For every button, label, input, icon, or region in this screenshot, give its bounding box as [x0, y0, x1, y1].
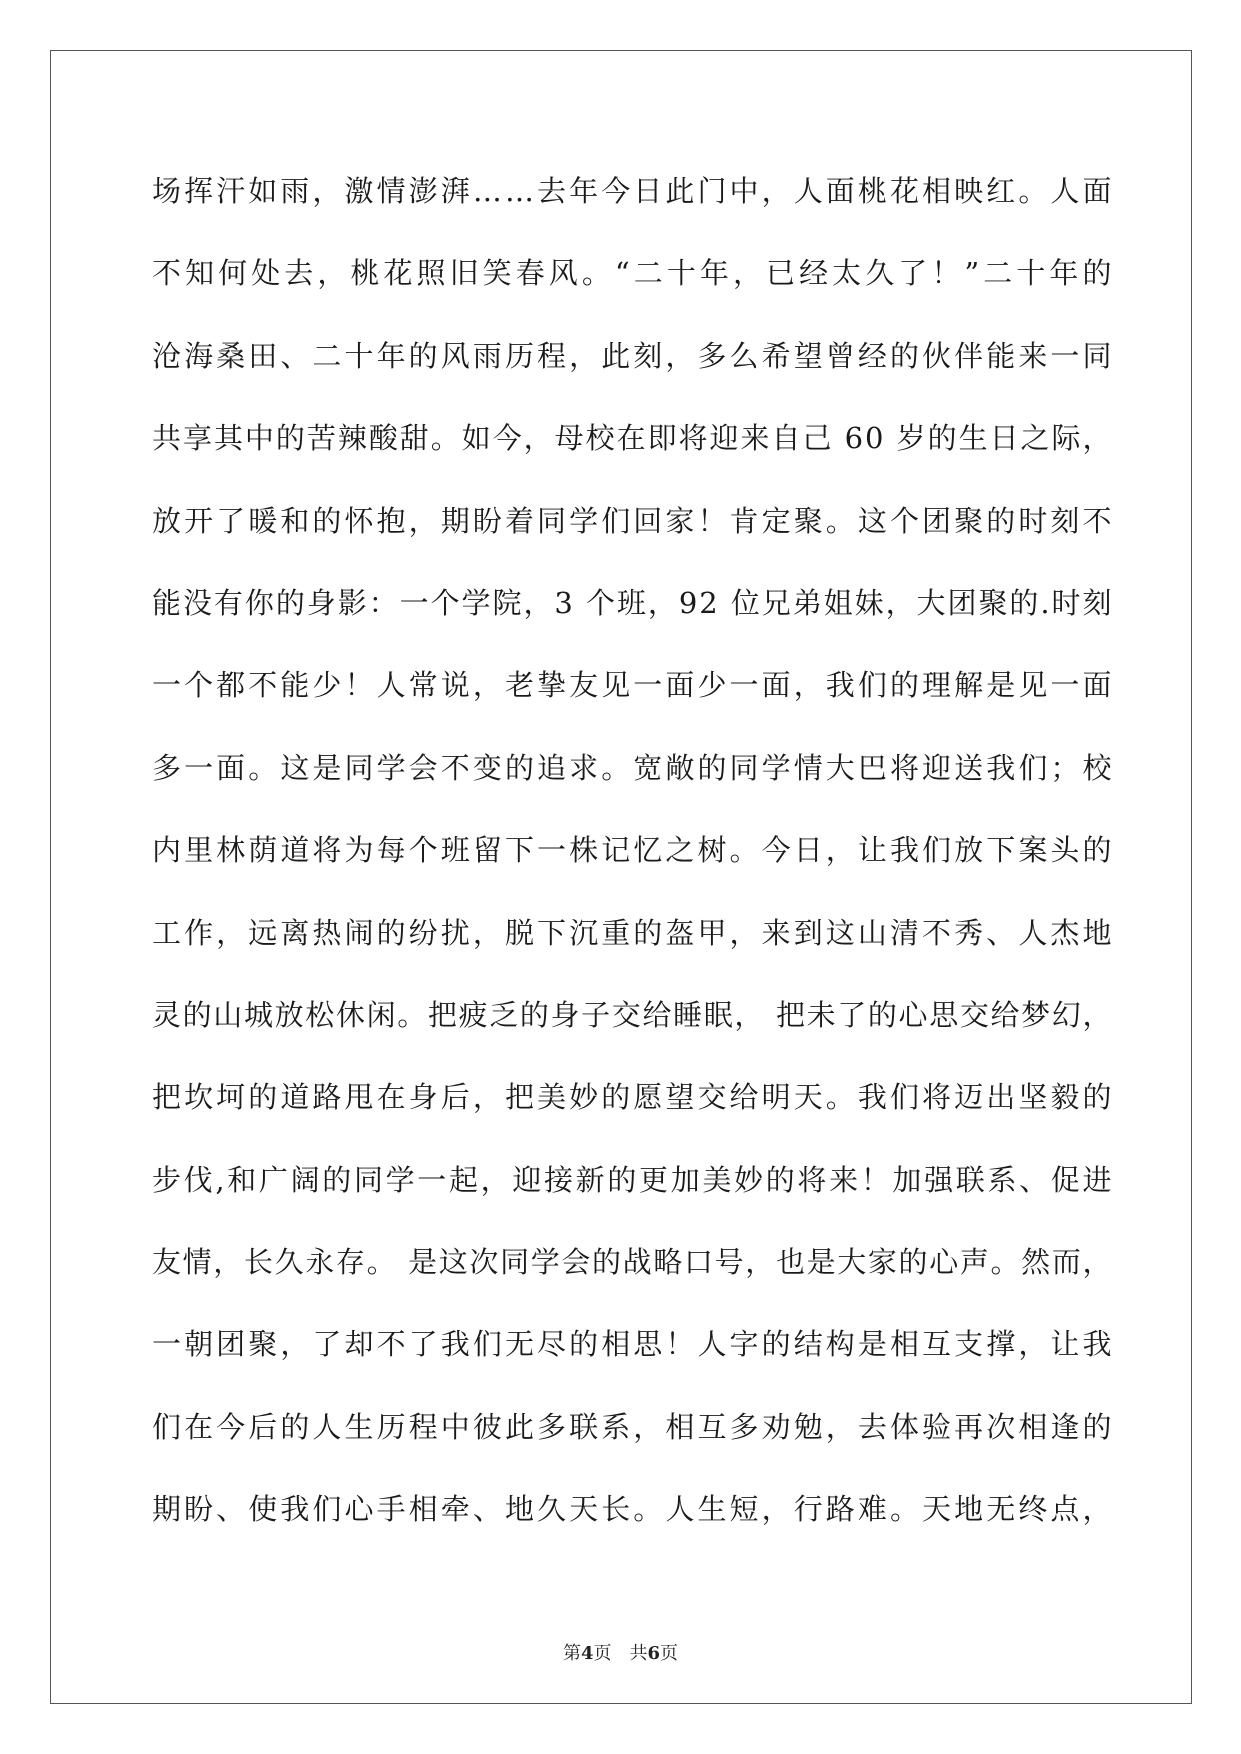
total-pages-number: 6 [647, 1643, 661, 1664]
footer-middle: 页 共 [593, 1643, 648, 1664]
text-line: 们在今后的人生历程中彼此多联系，相互多劝勉，去体验再次相逢的 [152, 1409, 1115, 1444]
text-line: 内里林荫道将为每个班留下一株记忆之树。今日，让我们放下案头的 [152, 833, 1115, 868]
text-line: 灵的山城放松休闲。把疲乏的身子交给睡眠， 把未了的心思交给梦幻， [152, 997, 1114, 1032]
text-line: 能没有你的身影：一个学院，3 个班，92 位兄弟姐妹，大团聚的.时刻 [152, 585, 1114, 620]
footer-suffix: 页 [660, 1643, 679, 1664]
text-line: 工作，远离热闹的纷扰，脱下沉重的盔甲，来到这山清不秀、人杰地 [152, 915, 1115, 950]
page-footer [0, 1639, 1241, 1665]
document-body [152, 163, 1116, 1564]
text-line: 不知何处去，桃花照旧笑春风。“二十年，已经太久了！”二十年的 [152, 256, 1116, 291]
text-line: 场挥汗如雨，激情澎湃……去年今日此门中，人面桃花相映红。人面 [152, 174, 1115, 208]
text-line: 共享其中的苦辣酸甜。如今，母校在即将迎来自己 60 岁的生日之际， [152, 421, 1114, 456]
text-line: 把坎坷的道路甩在身后，把美妙的愿望交给明天。我们将迈出坚毅的 [152, 1080, 1115, 1115]
footer-prefix: 第 [562, 1643, 581, 1664]
text-line: 步伐,和广阔的同学一起，迎接新的更加美妙的将来！加强联系、促进 [152, 1162, 1115, 1197]
text-line: 放开了暖和的怀抱，期盼着同学们回家！肯定聚。这个团聚的时刻不 [152, 503, 1115, 538]
current-page-number: 4 [580, 1643, 594, 1664]
text-line: 一朝团聚，了却不了我们无尽的相思！人字的结构是相互支撑，让我 [152, 1327, 1115, 1362]
text-line: 友情，长久永存。 是这次同学会的战略口号，也是大家的心声。然而， [152, 1245, 1114, 1280]
text-line: 期盼、使我们心手相牵、地久天长。人生短，行路难。天地无终点， [152, 1492, 1115, 1527]
text-line: 沧海桑田、二十年的风雨历程，此刻，多么希望曾经的伙伴能来一同 [152, 338, 1115, 373]
text-line: 多一面。这是同学会不变的追求。宽敞的同学情大巴将迎送我们；校 [152, 750, 1115, 785]
text-line: 一个都不能少！人常说，老挚友见一面少一面，我们的理解是见一面 [152, 668, 1115, 703]
